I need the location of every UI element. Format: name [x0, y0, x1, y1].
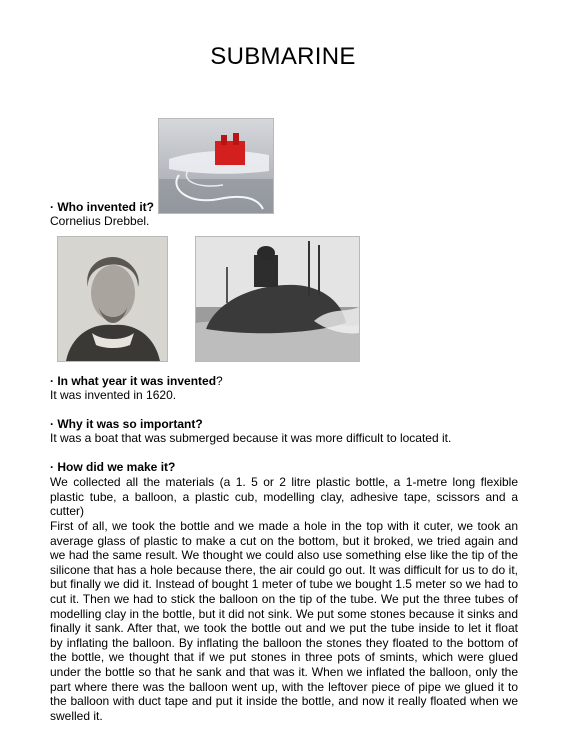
question-what-year-text: · In what year it was invented	[50, 374, 217, 388]
answer-who-invented: Cornelius Drebbel.	[50, 214, 150, 228]
question-what-year-mark: ?	[216, 374, 223, 388]
question-why-important: · Why it was so important?	[50, 417, 203, 431]
page-title: SUBMARINE	[210, 43, 356, 70]
question-how-made: · How did we make it?	[50, 460, 176, 474]
model-submarine-photo	[158, 118, 274, 214]
answer-procedure: First of all, we took the bottle and we made a hole in the top with it cuter, we took an average glass of plastic to make a cut on the bottom, but it broked, we tried again and we had the same result. We thought we could also use something else like the tip of the silicone that has a hole because there, the air could go out. It was difficult for us to do it, but finally we did it. Instead of bought 1 meter of tube we bought 1.5 meter so we had to cut it. Then we had to stick the balloon on the tip of the tube. We put the three tubes of modelling clay in the bottle, but it did not sink. We put some stones because it sinks and finally it sank. After that, we took the bottle out and we put the tube inside to let it float by inflating the balloon. By inflating the balloon the stones they floated to the bottom of the bottle, we thought that if we put stones in three pots of smints, which were glued under the bottle so that he sank and that was it. When we inflated the balloon, only the part where there was the balloon went up, with the leftover piece of pipe we glued it to the balloon with duct tape and put it inside the bottle, and now it really floated when we swelled it.	[50, 519, 518, 723]
answer-materials: We collected all the materials (a 1. 5 or 2 litre plastic bottle, a 1-metre long flexible plastic tube, a balloon, a plastic cub, modelling clay, adhesive tape, scissors and a cutter)	[50, 475, 518, 519]
answer-what-year: It was invented in 1620.	[50, 388, 177, 402]
question-who-invented: · Who invented it?	[50, 200, 154, 214]
question-what-year	[50, 374, 223, 388]
drebbel-portrait	[57, 236, 168, 362]
answer-why-important: It was a boat that was submerged because it was more difficult to located it.	[50, 431, 452, 445]
historical-submarine-photo	[195, 236, 360, 362]
